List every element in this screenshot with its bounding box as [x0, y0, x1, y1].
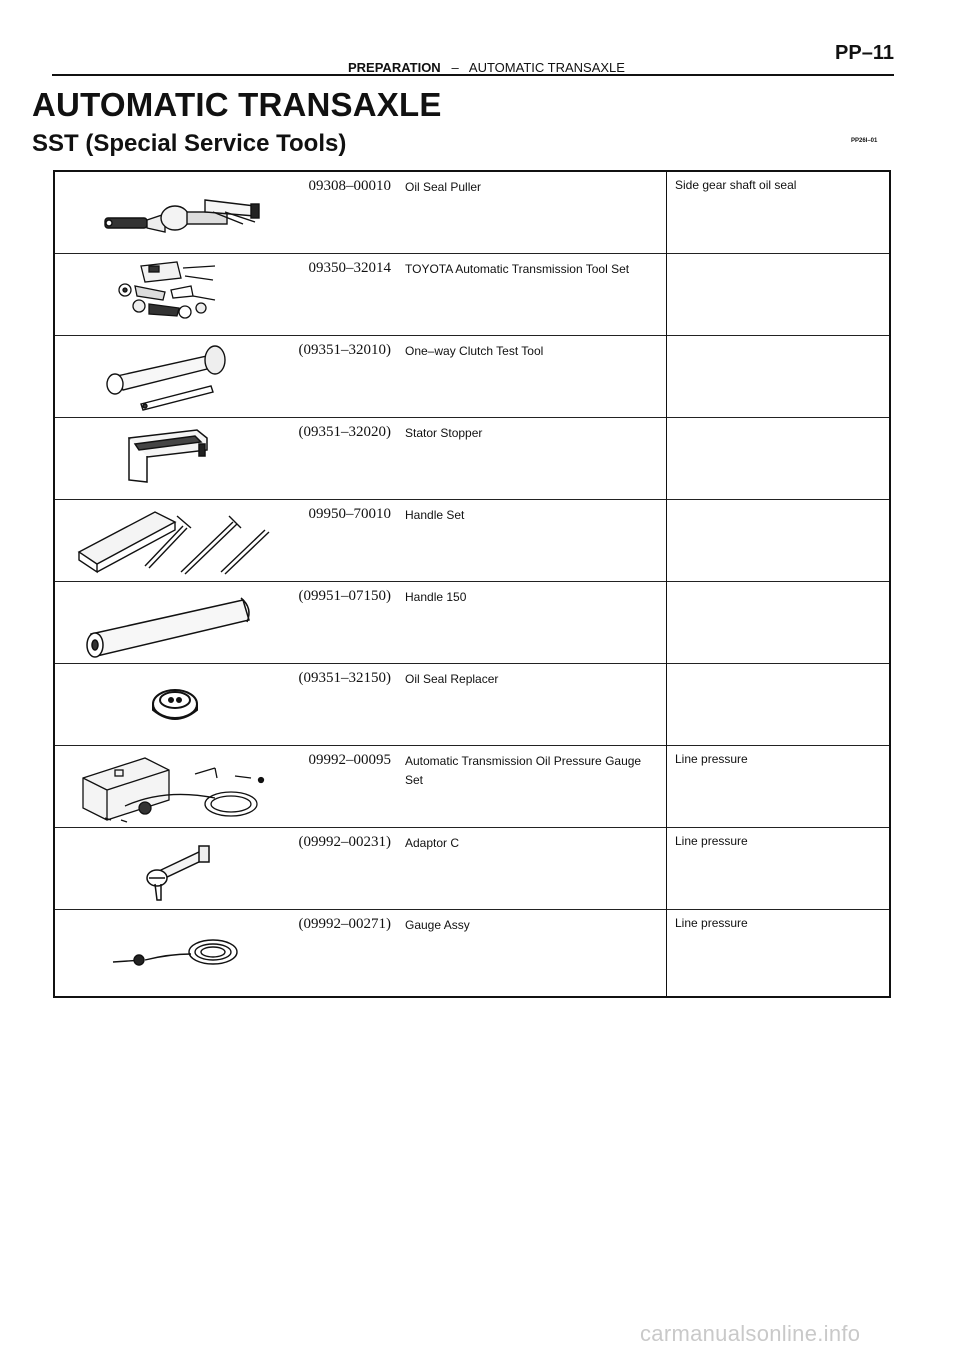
part-name: Gauge Assy — [405, 918, 470, 932]
subsection-label: AUTOMATIC TRANSAXLE — [468, 60, 625, 75]
part-number: (09951–07150) — [298, 588, 391, 604]
sst-table — [53, 170, 891, 998]
part-note: Line pressure — [675, 916, 748, 930]
part-number: (09351–32020) — [298, 424, 391, 440]
page-title: AUTOMATIC TRANSAXLE — [32, 86, 442, 123]
page-subtitle: SST (Special Service Tools) — [32, 130, 347, 157]
handle-set-icon — [65, 502, 285, 578]
clutch-test-tool-icon — [65, 338, 285, 414]
part-number: 09992–00095 — [308, 752, 391, 768]
oil-seal-puller-icon — [65, 174, 285, 250]
part-name: One–way Clutch Test Tool — [405, 344, 544, 358]
header-rule — [52, 74, 894, 76]
column-divider — [666, 172, 667, 996]
page-header — [52, 40, 894, 76]
part-number: (09992–00231) — [298, 834, 391, 850]
section-label: PREPARATION — [348, 60, 441, 75]
running-title — [348, 60, 625, 75]
part-name: Adaptor C — [405, 836, 460, 850]
site-watermark: carmanualsonline.info — [640, 1321, 861, 1346]
table-row — [55, 336, 889, 418]
part-name: Oil Seal Replacer — [405, 672, 499, 686]
stator-stopper-icon — [65, 420, 285, 496]
table-row — [55, 582, 889, 664]
table-row — [55, 746, 889, 828]
table-row — [55, 172, 889, 254]
tool-set-icon — [65, 256, 285, 332]
part-name: Handle Set — [405, 508, 465, 522]
part-name: TOYOTA Automatic Transmission Tool Set — [405, 262, 630, 276]
table-row — [55, 664, 889, 746]
part-name: Handle 150 — [405, 590, 467, 604]
part-note: Side gear shaft oil seal — [675, 178, 797, 192]
part-note: Line pressure — [675, 752, 748, 766]
table-row — [55, 828, 889, 910]
table-row — [55, 910, 889, 996]
part-number: 09350–32014 — [308, 260, 391, 276]
handle-150-icon — [65, 584, 285, 660]
part-number: (09351–32150) — [298, 670, 391, 686]
oil-seal-replacer-icon — [65, 666, 285, 742]
part-number: (09351–32010) — [298, 342, 391, 358]
table-row — [55, 418, 889, 500]
part-name: Stator Stopper — [405, 426, 483, 440]
page-number: PP–11 — [835, 42, 894, 64]
part-number: (09992–00271) — [298, 916, 391, 932]
part-note: Line pressure — [675, 834, 748, 848]
pressure-gauge-set-icon — [65, 748, 285, 824]
gauge-assy-icon — [65, 912, 285, 988]
part-number: 09308–00010 — [308, 178, 391, 194]
table-row — [55, 254, 889, 336]
adaptor-icon — [65, 830, 285, 906]
document-code: PP26I–01 — [851, 138, 878, 144]
part-name: Oil Seal Puller — [405, 180, 482, 194]
part-number: 09950–70010 — [308, 506, 391, 522]
part-name: Automatic Transmission Oil Pressure Gauge Set — [405, 754, 642, 787]
title-dash: – — [451, 60, 459, 75]
table-row — [55, 500, 889, 582]
